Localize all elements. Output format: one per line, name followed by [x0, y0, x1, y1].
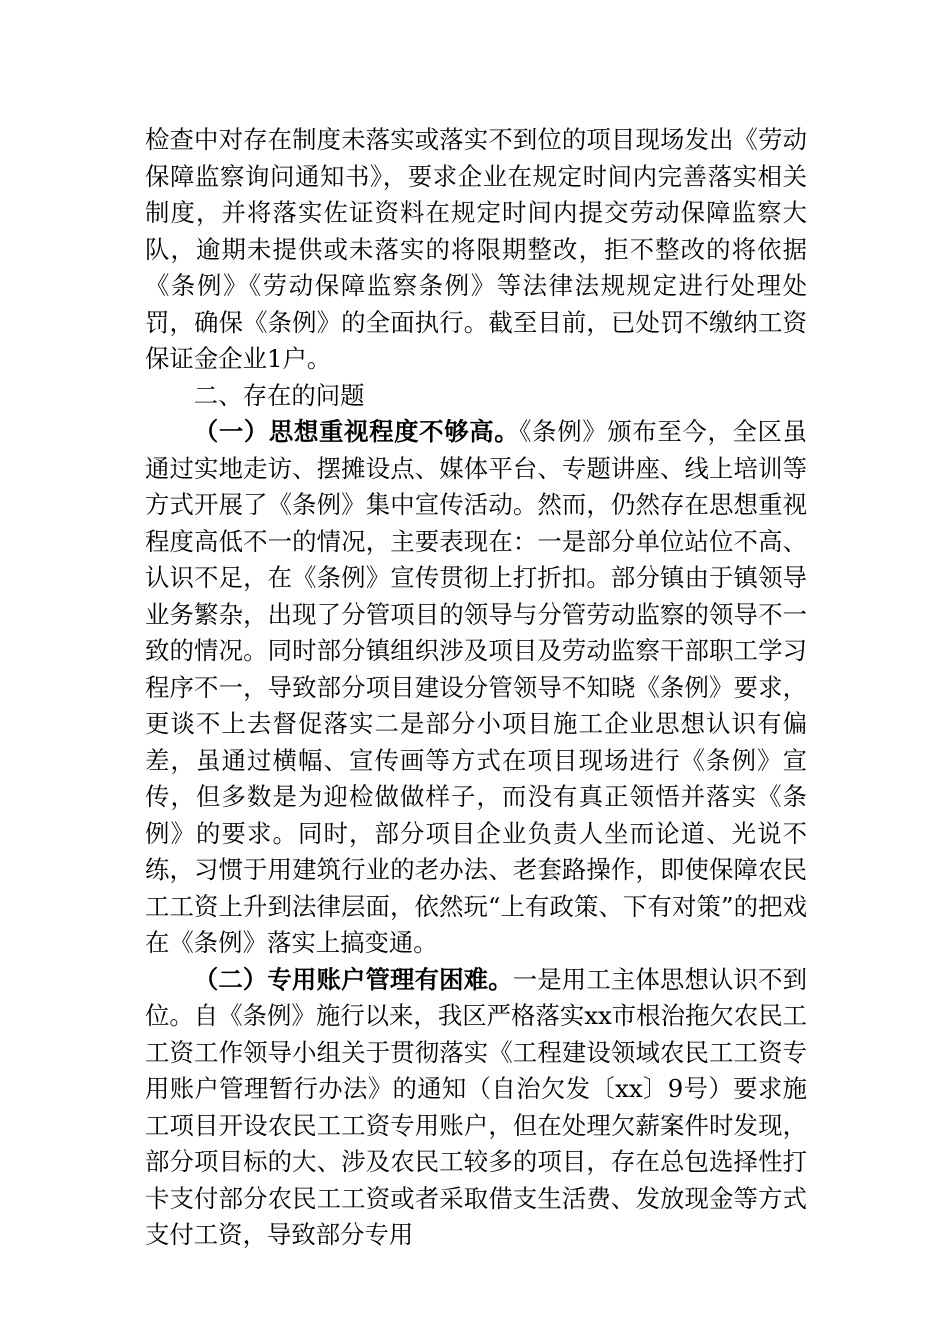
paragraph-dedicated-account: [145, 962, 807, 1254]
paragraph-dedicated-account-body: 一是用工主体思想认识不到位。自《条例》施行以来，我区严格落实xx市根治拖欠农民工工资工作领导小组关于贯彻落实《工程建设领域农民工工资专用账户管理暂行办法》的通知（自治欠发〔xx〕9号）要求施工项目开设农民工工资专用账户，但在处理欠薪案件时发现，部分项目标的大、涉及农民工较多的项目，存在总包选择性打卡支付部分农民工工资或者采取借支生活费、发放现金等方式支付工资，导致部分专用: [145, 964, 807, 1249]
paragraph-penalty-status: 检查中对存在制度未落实或落实不到位的项目现场发出《劳动保障监察询问通知书》，要求企业在规定时间内完善落实相关制度，并将落实佐证资料在规定时间内提交劳动保障监察大队，逾期未提供或未落实的将限期整改，拒不整改的将依据《条例》《劳动保障监察条例》等法律法规规定进行处理处罚，确保《条例》的全面执行。截至目前，已处罚不缴纳工资保证金企业1户。: [145, 125, 807, 373]
paragraph-ideological-awareness-body: 《条例》颁布至今，全区虽通过实地走访、摆摊设点、媒体平台、专题讲座、线上培训等方式开展了《条例》集中宣传活动。然而，仍然存在思想重视程度高低不一的情况，主要表现在：一是部分单位站位不高、认识不足，在《条例》宣传贯彻上打折扣。部分镇由于镇领导业务繁杂，出现了分管项目的领导与分管劳动监察的领导不一致的情况。同时部分镇组织涉及项目及劳动监察干部职工学习程序不一，导致部分项目建设分管领导不知晓《条例》要求，更谈不上去督促落实二是部分小项目施工企业思想认识有偏差，虽通过横幅、宣传画等方式在项目现场进行《条例》宣传，但多数是为迎检做做样子，而没有真正领悟并落实《条例》的要求。同时，部分项目企业负责人坐而论道、光说不练，习惯于用建筑行业的老办法、老套路操作，即使保障农民工工资上升到法律层面，依然玩“上有政策、下有对策”的把戏在《条例》落实上搞变通。: [145, 417, 807, 957]
document-page: [145, 122, 807, 1254]
subheading-ideological-awareness: （一）思想重视程度不够高。: [193, 417, 520, 446]
paragraph-ideological-awareness: [145, 414, 807, 962]
section-heading-problems: 二、存在的问题: [193, 380, 365, 410]
subheading-dedicated-account: （二）专用账户管理有困难。: [193, 964, 513, 994]
